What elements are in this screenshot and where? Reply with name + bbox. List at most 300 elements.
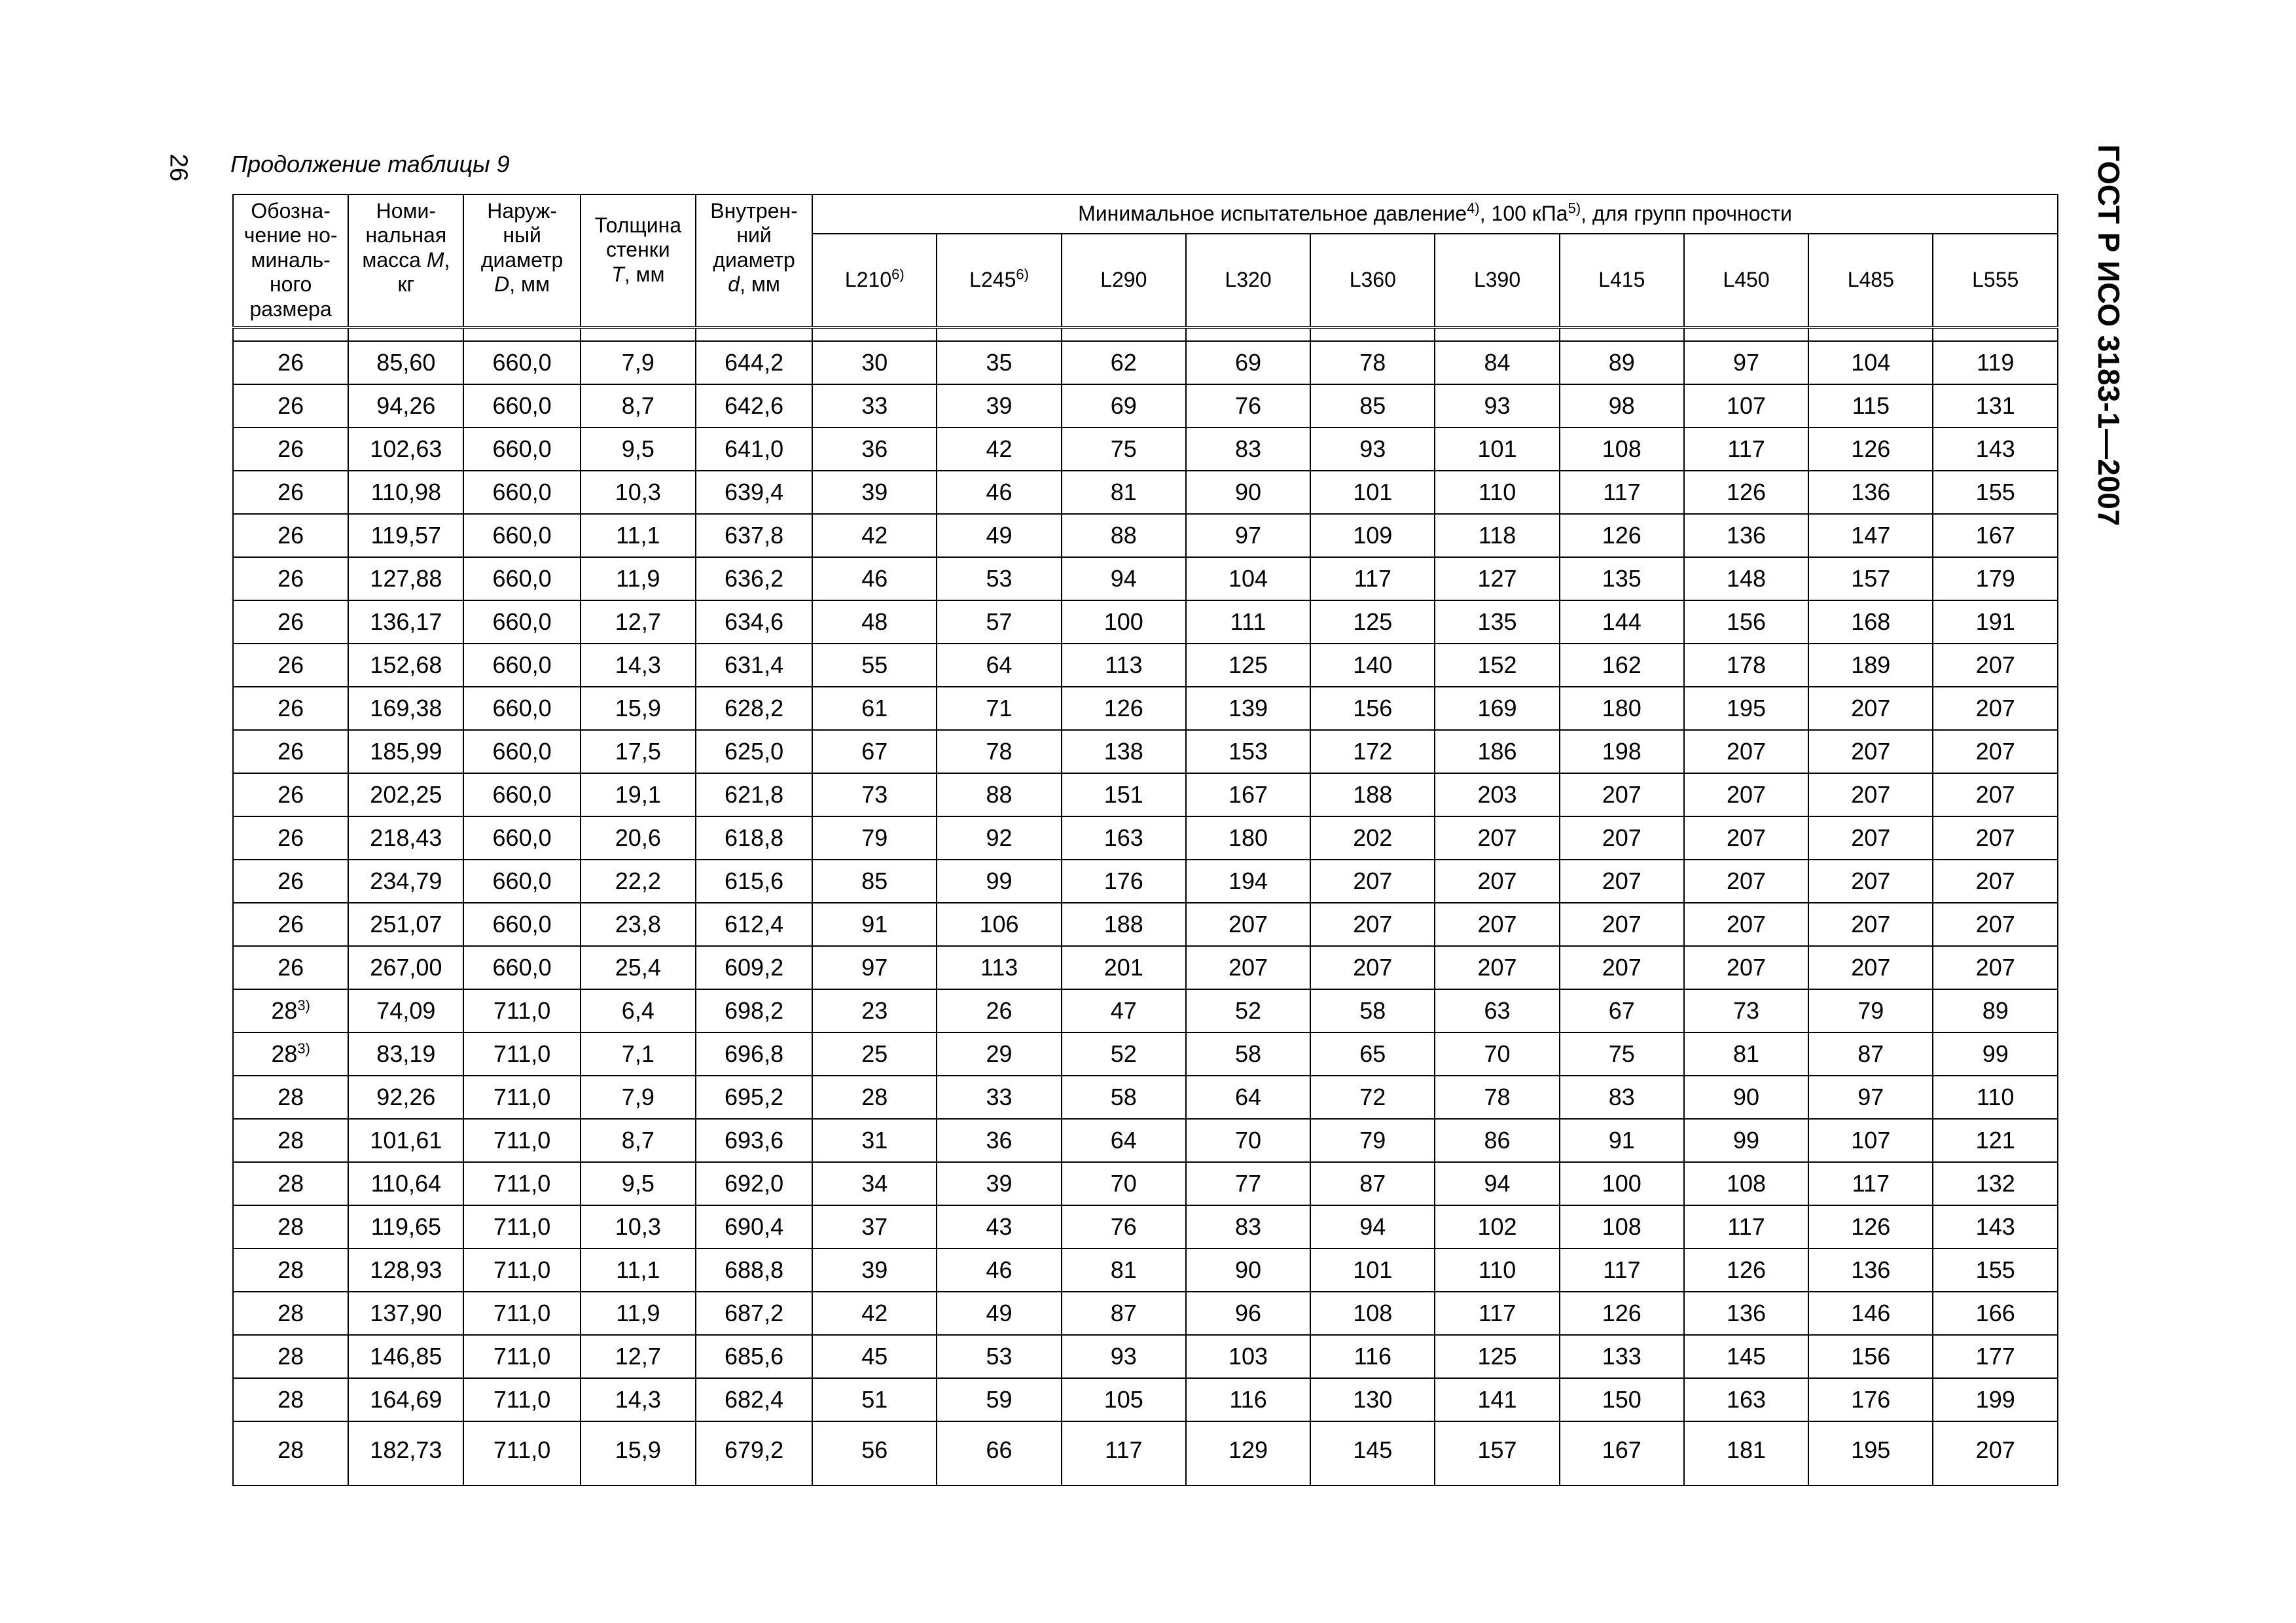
cell-pressure: 117	[1062, 1421, 1186, 1486]
cell-inside-diameter: 696,8	[696, 1032, 812, 1076]
cell-pressure: 207	[1933, 773, 2058, 816]
cell-wall-thickness: 11,1	[581, 514, 696, 557]
cell-wall-thickness: 14,3	[581, 644, 696, 687]
cell-pressure: 88	[1062, 514, 1186, 557]
cell-pressure: 207	[1933, 860, 2058, 903]
cell-pressure: 93	[1435, 384, 1559, 428]
cell-pressure: 167	[1933, 514, 2058, 557]
cell-outside-diameter: 711,0	[463, 1076, 580, 1119]
table-row	[233, 989, 2058, 1032]
cell-pressure: 81	[1062, 1249, 1186, 1292]
cell-pressure: 76	[1186, 384, 1310, 428]
cell-pressure: 207	[1310, 946, 1435, 989]
cell-pressure: 126	[1684, 471, 1808, 514]
cell-pressure: 150	[1560, 1378, 1684, 1421]
cell-pressure: 118	[1435, 514, 1559, 557]
table-row	[233, 384, 2058, 428]
cell-pressure: 181	[1684, 1421, 1808, 1486]
cell-pressure: 104	[1186, 557, 1310, 600]
cell-pressure: 132	[1933, 1162, 2058, 1205]
header-nominal-size: Обозна- чение но- миналь- ного размера	[233, 194, 348, 327]
cell-pressure: 169	[1435, 687, 1559, 730]
cell-pressure: 81	[1062, 471, 1186, 514]
cell-inside-diameter: 637,8	[696, 514, 812, 557]
cell-pressure: 67	[812, 730, 937, 773]
cell-pressure: 203	[1435, 773, 1559, 816]
cell-pressure: 179	[1933, 557, 2058, 600]
cell-pressure: 147	[1808, 514, 1933, 557]
cell-pressure: 199	[1933, 1378, 2058, 1421]
cell-pressure: 97	[1808, 1076, 1933, 1119]
cell-outside-diameter: 660,0	[463, 860, 580, 903]
cell-pressure: 108	[1310, 1292, 1435, 1335]
cell-wall-thickness: 11,9	[581, 1292, 696, 1335]
cell-pressure: 57	[937, 600, 1061, 644]
cell-pressure: 153	[1186, 730, 1310, 773]
cell-pressure: 35	[937, 341, 1061, 384]
cell-pressure: 136	[1684, 514, 1808, 557]
cell-pressure: 207	[1933, 1421, 2058, 1486]
cell-pressure: 126	[1560, 1292, 1684, 1335]
cell-pressure: 133	[1560, 1335, 1684, 1378]
cell-pressure: 23	[812, 989, 937, 1032]
cell-pressure: 207	[1560, 860, 1684, 903]
cell-outside-diameter: 660,0	[463, 557, 580, 600]
header-grade: L210$^{6)}$	[812, 234, 937, 327]
cell-mass: 267,00	[348, 946, 463, 989]
cell-pressure: 109	[1310, 514, 1435, 557]
cell-pressure: 131	[1933, 384, 2058, 428]
cell-pressure: 162	[1560, 644, 1684, 687]
table-row	[233, 471, 2058, 514]
cell-pressure: 97	[812, 946, 937, 989]
cell-pressure: 172	[1310, 730, 1435, 773]
cell-mass: 182,73	[348, 1421, 463, 1486]
cell-pressure: 33	[812, 384, 937, 428]
cell-pressure: 58	[1186, 1032, 1310, 1076]
cell-outside-diameter: 660,0	[463, 730, 580, 773]
cell-inside-diameter: 695,2	[696, 1076, 812, 1119]
cell-wall-thickness: 7,1	[581, 1032, 696, 1076]
cell-pressure: 94	[1310, 1205, 1435, 1249]
header-separator-row	[233, 327, 2058, 341]
cell-mass: 128,93	[348, 1249, 463, 1292]
cell-pressure: 47	[1062, 989, 1186, 1032]
cell-inside-diameter: 621,8	[696, 773, 812, 816]
cell-pressure: 207	[1933, 644, 2058, 687]
cell-pressure: 176	[1808, 1378, 1933, 1421]
cell-pressure: 180	[1560, 687, 1684, 730]
cell-pressure: 117	[1310, 557, 1435, 600]
cell-outside-diameter: 660,0	[463, 816, 580, 860]
table-row	[233, 1421, 2058, 1486]
table-row	[233, 816, 2058, 860]
header-wall-thickness: Толщина стенки T, мм	[581, 194, 696, 327]
cell-pressure: 48	[812, 600, 937, 644]
cell-pressure: 42	[937, 428, 1061, 471]
table-row	[233, 341, 2058, 384]
cell-wall-thickness: 9,5	[581, 428, 696, 471]
cell-outside-diameter: 660,0	[463, 600, 580, 644]
cell-pressure: 78	[1310, 341, 1435, 384]
cell-pressure: 207	[1435, 860, 1559, 903]
cell-wall-thickness: 9,5	[581, 1162, 696, 1205]
cell-pressure: 97	[1684, 341, 1808, 384]
table-row	[233, 903, 2058, 946]
cell-pressure: 155	[1933, 1249, 2058, 1292]
cell-inside-diameter: 631,4	[696, 644, 812, 687]
cell-nominal-size: 26	[233, 428, 348, 471]
cell-nominal-size: 26	[233, 384, 348, 428]
cell-pressure: 113	[937, 946, 1061, 989]
cell-pressure: 26	[937, 989, 1061, 1032]
cell-pressure: 207	[1808, 687, 1933, 730]
table-row	[233, 1292, 2058, 1335]
cell-pressure: 116	[1310, 1335, 1435, 1378]
cell-outside-diameter: 711,0	[463, 1335, 580, 1378]
cell-pressure: 34	[812, 1162, 937, 1205]
cell-pressure: 42	[812, 514, 937, 557]
cell-inside-diameter: 692,0	[696, 1162, 812, 1205]
cell-pressure: 43	[937, 1205, 1061, 1249]
cell-wall-thickness: 25,4	[581, 946, 696, 989]
cell-outside-diameter: 711,0	[463, 1249, 580, 1292]
cell-pressure: 176	[1062, 860, 1186, 903]
cell-pressure: 119	[1933, 341, 2058, 384]
cell-wall-thickness: 8,7	[581, 384, 696, 428]
cell-nominal-size: 26	[233, 687, 348, 730]
cell-pressure: 73	[812, 773, 937, 816]
table-row	[233, 1162, 2058, 1205]
cell-wall-thickness: 12,7	[581, 1335, 696, 1378]
cell-outside-diameter: 660,0	[463, 644, 580, 687]
cell-inside-diameter: 639,4	[696, 471, 812, 514]
cell-nominal-size: 28$^{3)}$	[233, 1032, 348, 1076]
cell-pressure: 36	[937, 1119, 1061, 1162]
cell-pressure: 83	[1186, 1205, 1310, 1249]
cell-pressure: 90	[1186, 471, 1310, 514]
cell-pressure: 207	[1310, 903, 1435, 946]
cell-wall-thickness: 11,1	[581, 1249, 696, 1292]
cell-pressure: 207	[1933, 730, 2058, 773]
cell-outside-diameter: 660,0	[463, 428, 580, 471]
header-grade: L320	[1186, 234, 1310, 327]
cell-nominal-size: 28	[233, 1335, 348, 1378]
cell-wall-thickness: 7,9	[581, 341, 696, 384]
cell-nominal-size: 26	[233, 514, 348, 557]
header-grade: L290	[1062, 234, 1186, 327]
cell-pressure: 69	[1186, 341, 1310, 384]
cell-nominal-size: 28	[233, 1421, 348, 1486]
cell-wall-thickness: 19,1	[581, 773, 696, 816]
cell-pressure: 143	[1933, 1205, 2058, 1249]
cell-pressure: 91	[812, 903, 937, 946]
cell-pressure: 207	[1684, 946, 1808, 989]
cell-outside-diameter: 711,0	[463, 1292, 580, 1335]
cell-pressure: 117	[1560, 471, 1684, 514]
cell-pressure: 207	[1186, 946, 1310, 989]
cell-pressure: 89	[1933, 989, 2058, 1032]
cell-outside-diameter: 711,0	[463, 1162, 580, 1205]
cell-pressure: 115	[1808, 384, 1933, 428]
cell-pressure: 195	[1808, 1421, 1933, 1486]
cell-mass: 251,07	[348, 903, 463, 946]
cell-pressure: 55	[812, 644, 937, 687]
cell-pressure: 143	[1933, 428, 2058, 471]
table-row	[233, 600, 2058, 644]
cell-pressure: 207	[1808, 946, 1933, 989]
cell-pressure: 146	[1808, 1292, 1933, 1335]
cell-pressure: 207	[1808, 773, 1933, 816]
cell-wall-thickness: 15,9	[581, 687, 696, 730]
cell-pressure: 99	[1933, 1032, 2058, 1076]
cell-pressure: 39	[812, 1249, 937, 1292]
cell-pressure: 207	[1808, 860, 1933, 903]
cell-pressure: 180	[1186, 816, 1310, 860]
cell-pressure: 145	[1310, 1421, 1435, 1486]
cell-pressure: 98	[1560, 384, 1684, 428]
table-row	[233, 514, 2058, 557]
cell-mass: 94,26	[348, 384, 463, 428]
cell-pressure: 70	[1435, 1032, 1559, 1076]
table-caption: Продолжение таблицы 9	[230, 151, 510, 177]
cell-pressure: 140	[1310, 644, 1435, 687]
cell-pressure: 188	[1062, 903, 1186, 946]
cell-pressure: 117	[1560, 1249, 1684, 1292]
cell-pressure: 58	[1310, 989, 1435, 1032]
cell-pressure: 126	[1062, 687, 1186, 730]
cell-nominal-size: 26	[233, 600, 348, 644]
cell-pressure: 85	[1310, 384, 1435, 428]
cell-mass: 218,43	[348, 816, 463, 860]
cell-outside-diameter: 660,0	[463, 773, 580, 816]
cell-wall-thickness: 10,3	[581, 471, 696, 514]
cell-nominal-size: 28$^{3)}$	[233, 989, 348, 1032]
cell-pressure: 92	[937, 816, 1061, 860]
cell-pressure: 83	[1186, 428, 1310, 471]
cell-wall-thickness: 23,8	[581, 903, 696, 946]
cell-pressure: 207	[1560, 816, 1684, 860]
cell-pressure: 156	[1684, 600, 1808, 644]
cell-pressure: 117	[1684, 1205, 1808, 1249]
cell-pressure: 85	[812, 860, 937, 903]
cell-pressure: 105	[1062, 1378, 1186, 1421]
cell-inside-diameter: 688,8	[696, 1249, 812, 1292]
cell-pressure: 207	[1310, 860, 1435, 903]
cell-pressure: 64	[1186, 1076, 1310, 1119]
cell-inside-diameter: 641,0	[696, 428, 812, 471]
cell-pressure: 167	[1560, 1421, 1684, 1486]
cell-nominal-size: 26	[233, 816, 348, 860]
cell-pressure: 81	[1684, 1032, 1808, 1076]
cell-pressure: 189	[1808, 644, 1933, 687]
cell-nominal-size: 28	[233, 1249, 348, 1292]
cell-pressure: 207	[1808, 730, 1933, 773]
cell-outside-diameter: 711,0	[463, 1032, 580, 1076]
cell-pressure: 28	[812, 1076, 937, 1119]
cell-pressure: 93	[1310, 428, 1435, 471]
cell-pressure: 155	[1933, 471, 2058, 514]
table-row	[233, 428, 2058, 471]
cell-mass: 110,98	[348, 471, 463, 514]
cell-pressure: 25	[812, 1032, 937, 1076]
cell-mass: 136,17	[348, 600, 463, 644]
cell-nominal-size: 26	[233, 471, 348, 514]
cell-inside-diameter: 679,2	[696, 1421, 812, 1486]
cell-mass: 119,65	[348, 1205, 463, 1249]
cell-nominal-size: 26	[233, 860, 348, 903]
cell-pressure: 177	[1933, 1335, 2058, 1378]
cell-pressure: 84	[1435, 341, 1559, 384]
cell-pressure: 90	[1186, 1249, 1310, 1292]
cell-inside-diameter: 628,2	[696, 687, 812, 730]
cell-outside-diameter: 660,0	[463, 946, 580, 989]
table-row	[233, 687, 2058, 730]
cell-inside-diameter: 625,0	[696, 730, 812, 773]
cell-pressure: 49	[937, 1292, 1061, 1335]
cell-nominal-size: 28	[233, 1292, 348, 1335]
cell-pressure: 108	[1560, 1205, 1684, 1249]
table-row	[233, 1249, 2058, 1292]
cell-pressure: 94	[1062, 557, 1186, 600]
cell-pressure: 198	[1560, 730, 1684, 773]
cell-wall-thickness: 20,6	[581, 816, 696, 860]
cell-pressure: 139	[1186, 687, 1310, 730]
cell-pressure: 87	[1808, 1032, 1933, 1076]
cell-mass: 74,09	[348, 989, 463, 1032]
cell-pressure: 93	[1062, 1335, 1186, 1378]
table-body	[233, 341, 2058, 1486]
cell-pressure: 87	[1062, 1292, 1186, 1335]
table-row	[233, 946, 2058, 989]
cell-nominal-size: 26	[233, 946, 348, 989]
cell-pressure: 90	[1684, 1076, 1808, 1119]
cell-mass: 152,68	[348, 644, 463, 687]
cell-pressure: 125	[1310, 600, 1435, 644]
cell-pressure: 59	[937, 1378, 1061, 1421]
cell-pressure: 49	[937, 514, 1061, 557]
cell-wall-thickness: 11,9	[581, 557, 696, 600]
header-grade: L555	[1933, 234, 2058, 327]
cell-inside-diameter: 685,6	[696, 1335, 812, 1378]
table-row	[233, 860, 2058, 903]
header-grade: L245$^{6)}$	[937, 234, 1061, 327]
cell-pressure: 186	[1435, 730, 1559, 773]
header-nominal-mass: Номи- нальная масса M, кг	[348, 194, 463, 327]
cell-outside-diameter: 711,0	[463, 1421, 580, 1486]
cell-inside-diameter: 642,6	[696, 384, 812, 428]
cell-pressure: 83	[1560, 1076, 1684, 1119]
cell-pressure: 135	[1435, 600, 1559, 644]
cell-inside-diameter: 690,4	[696, 1205, 812, 1249]
header-grade: L360	[1310, 234, 1435, 327]
cell-outside-diameter: 711,0	[463, 1205, 580, 1249]
cell-nominal-size: 28	[233, 1162, 348, 1205]
cell-pressure: 63	[1435, 989, 1559, 1032]
cell-pressure: 39	[937, 1162, 1061, 1205]
cell-wall-thickness: 8,7	[581, 1119, 696, 1162]
cell-pressure: 126	[1808, 428, 1933, 471]
cell-nominal-size: 28	[233, 1205, 348, 1249]
cell-pressure: 101	[1310, 471, 1435, 514]
cell-pressure: 89	[1560, 341, 1684, 384]
cell-outside-diameter: 660,0	[463, 903, 580, 946]
cell-pressure: 31	[812, 1119, 937, 1162]
cell-pressure: 39	[812, 471, 937, 514]
cell-nominal-size: 26	[233, 773, 348, 816]
cell-pressure: 156	[1310, 687, 1435, 730]
cell-pressure: 103	[1186, 1335, 1310, 1378]
cell-wall-thickness: 15,9	[581, 1421, 696, 1486]
cell-wall-thickness: 10,3	[581, 1205, 696, 1249]
cell-inside-diameter: 698,2	[696, 989, 812, 1032]
cell-nominal-size: 26	[233, 644, 348, 687]
cell-pressure: 138	[1062, 730, 1186, 773]
header-grade: L485	[1808, 234, 1933, 327]
cell-pressure: 64	[1062, 1119, 1186, 1162]
table-row	[233, 644, 2058, 687]
cell-inside-diameter: 612,4	[696, 903, 812, 946]
cell-nominal-size: 28	[233, 1076, 348, 1119]
cell-pressure: 53	[937, 1335, 1061, 1378]
cell-pressure: 79	[1808, 989, 1933, 1032]
cell-pressure: 167	[1186, 773, 1310, 816]
cell-pressure: 101	[1435, 428, 1559, 471]
page-number: 26	[164, 153, 192, 182]
cell-pressure: 207	[1933, 816, 2058, 860]
cell-pressure: 29	[937, 1032, 1061, 1076]
cell-pressure: 46	[937, 471, 1061, 514]
cell-pressure: 163	[1684, 1378, 1808, 1421]
cell-nominal-size: 26	[233, 341, 348, 384]
header-grade: L450	[1684, 234, 1808, 327]
cell-mass: 92,26	[348, 1076, 463, 1119]
cell-mass: 101,61	[348, 1119, 463, 1162]
cell-nominal-size: 26	[233, 557, 348, 600]
cell-pressure: 61	[812, 687, 937, 730]
cell-pressure: 39	[937, 384, 1061, 428]
cell-inside-diameter: 644,2	[696, 341, 812, 384]
cell-pressure: 62	[1062, 341, 1186, 384]
cell-pressure: 75	[1560, 1032, 1684, 1076]
cell-inside-diameter: 636,2	[696, 557, 812, 600]
cell-pressure: 58	[1062, 1076, 1186, 1119]
cell-pressure: 101	[1310, 1249, 1435, 1292]
cell-pressure: 195	[1684, 687, 1808, 730]
cell-outside-diameter: 660,0	[463, 341, 580, 384]
cell-pressure: 207	[1560, 903, 1684, 946]
cell-inside-diameter: 618,8	[696, 816, 812, 860]
cell-pressure: 78	[1435, 1076, 1559, 1119]
cell-pressure: 130	[1310, 1378, 1435, 1421]
cell-mass: 137,90	[348, 1292, 463, 1335]
table-row	[233, 730, 2058, 773]
cell-pressure: 96	[1186, 1292, 1310, 1335]
cell-pressure: 145	[1684, 1335, 1808, 1378]
cell-pressure: 97	[1186, 514, 1310, 557]
cell-pressure: 113	[1062, 644, 1186, 687]
cell-mass: 119,57	[348, 514, 463, 557]
cell-pressure: 99	[937, 860, 1061, 903]
cell-pressure: 125	[1186, 644, 1310, 687]
cell-wall-thickness: 6,4	[581, 989, 696, 1032]
header-min-test-pressure: Минимальное испытательное давление$^{4)}$, 100 кПа$^{5)}$, для групп прочности	[812, 194, 2058, 234]
cell-pressure: 207	[1684, 860, 1808, 903]
cell-pressure: 108	[1560, 428, 1684, 471]
cell-pressure: 202	[1310, 816, 1435, 860]
cell-pressure: 111	[1186, 600, 1310, 644]
cell-pressure: 64	[937, 644, 1061, 687]
